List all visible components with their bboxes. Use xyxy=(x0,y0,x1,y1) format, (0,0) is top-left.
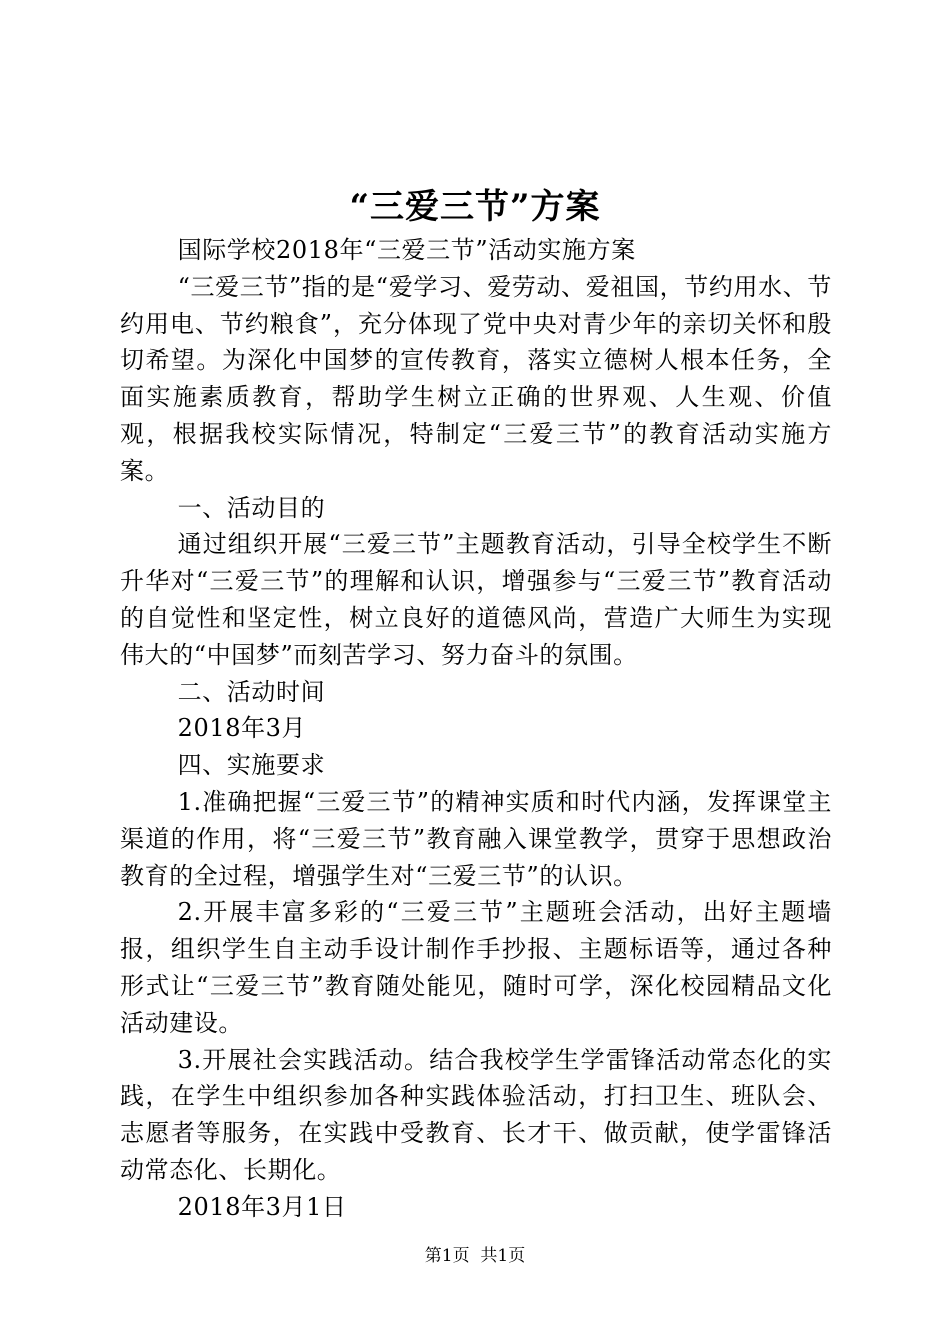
section-heading-requirements: 四、实施要求 xyxy=(177,751,326,780)
page-footer: 第1页 共1页 xyxy=(424,1246,526,1266)
section-heading-time: 二、活动时间 xyxy=(177,677,326,706)
document-body xyxy=(120,232,832,1226)
document-title: “三爱三节”方案 xyxy=(349,187,601,227)
time-paragraph: 2018年3月 xyxy=(177,714,307,743)
purpose-paragraph: 通过组织开展“三爱三节”主题教育活动，引导全校学生不断升华对“三爱三节”的理解和认识，增强参与“三爱三节”教育活动的自觉性和坚定性，树立良好的道德风尚，营造广大师生为实现伟大的“中国梦”而刻苦学习、努力奋斗的氛围。 xyxy=(120,530,832,669)
document-date: 2018年3月1日 xyxy=(177,1192,347,1221)
requirement-item-1: 1.准确把握“三爱三节”的精神实质和时代内涵，发挥课堂主渠道的作用，将“三爱三节”教育融入课堂教学，贯穿于思想政治教育的全过程，增强学生对“三爱三节”的认识。 xyxy=(120,787,832,890)
requirement-item-2: 2.开展丰富多彩的“三爱三节”主题班会活动，出好主题墙报，组织学生自主动手设计制作手抄报、主题标语等，通过各种形式让“三爱三节”教育随处能见，随时可学，深化校园精品文化活动建设。 xyxy=(120,898,832,1037)
intro-paragraph: “三爱三节”指的是“爱学习、爱劳动、爱祖国，节约用水、节约用电、节约粮食”，充分体现了党中央对青少年的亲切关怀和殷切希望。为深化中国梦的宣传教育，落实立德树人根本任务，全面实施素质教育，帮助学生树立正确的世界观、人生观、价值观，根据我校实际情况，特制定“三爱三节”的教育活动实施方案。 xyxy=(120,272,832,485)
requirement-item-3: 3.开展社会实践活动。结合我校学生学雷锋活动常态化的实践，在学生中组织参加各种实践体验活动，打扫卫生、班队会、志愿者等服务，在实践中受教育、长才干、做贡献，使学雷锋活动常态化、长期化。 xyxy=(120,1045,832,1184)
section-heading-purpose: 一、活动目的 xyxy=(177,493,326,522)
subtitle-paragraph: 国际学校2018年“三爱三节”活动实施方案 xyxy=(177,236,636,264)
